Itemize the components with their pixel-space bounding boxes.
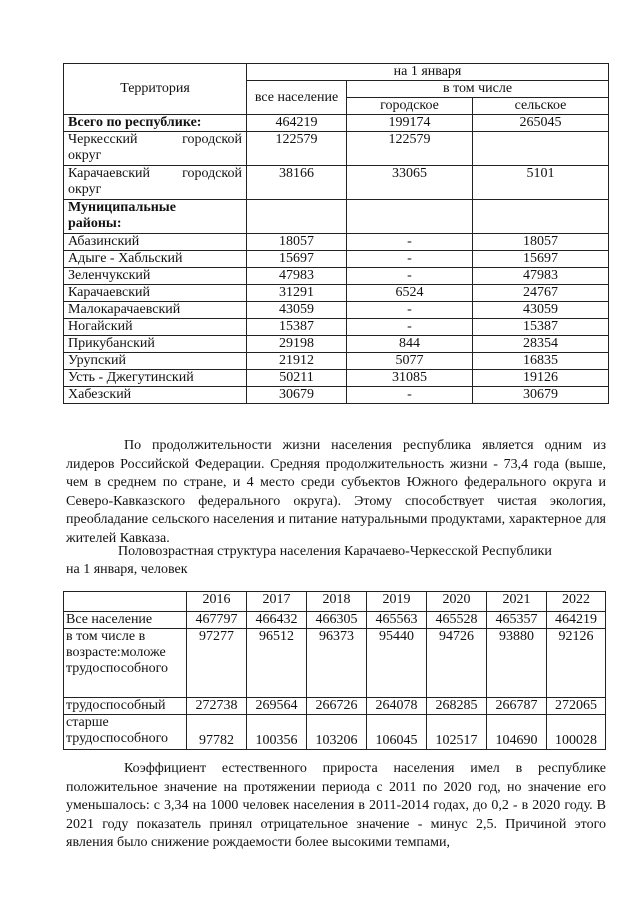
- rural-value: 19126: [473, 370, 609, 387]
- territory-name: Малокарачаевский: [64, 302, 247, 319]
- rural-value: 265045: [473, 115, 609, 132]
- table-row: [64, 698, 606, 715]
- territory-name: Карачаевский: [64, 285, 247, 302]
- table-row: [64, 370, 609, 387]
- cell-value: 268285: [427, 698, 487, 715]
- urban-header: городское: [347, 98, 473, 115]
- cell-value: 266726: [307, 698, 367, 715]
- rural-value: 43059: [473, 302, 609, 319]
- total-value: 464219: [247, 115, 347, 132]
- urban-value: -: [347, 268, 473, 285]
- cell-value: 100028: [547, 715, 606, 750]
- table-caption: [66, 543, 606, 579]
- territory-name: Усть - Джегутинский: [64, 370, 247, 387]
- urban-value: 199174: [347, 115, 473, 132]
- year-header: 2021: [487, 592, 547, 612]
- year-header: 2017: [247, 592, 307, 612]
- cell-value: 269564: [247, 698, 307, 715]
- territory-name: Всего по республике:: [64, 115, 247, 132]
- cell-value: 464219: [547, 612, 606, 629]
- table-row: [64, 319, 609, 336]
- cell-value: 104690: [487, 715, 547, 750]
- date-header: на 1 января: [247, 64, 609, 81]
- total-value: 122579: [247, 132, 347, 166]
- cell-value: 272065: [547, 698, 606, 715]
- territory-name: [64, 132, 247, 166]
- year-header: 2022: [547, 592, 606, 612]
- urban-value: 33065: [347, 166, 473, 200]
- urban-value: 31085: [347, 370, 473, 387]
- table-row: [64, 629, 606, 698]
- total-value: 31291: [247, 285, 347, 302]
- cell-value: 97782: [187, 715, 247, 750]
- year-header: 2018: [307, 592, 367, 612]
- cell-value: 465528: [427, 612, 487, 629]
- territory-name: Абазинский: [64, 234, 247, 251]
- paragraph-body: положительное значение на протяжении периода с 2011 по 2020 год, но значение его уменьшалось: с 3,34 на 1000 человек населения в 2011-2014 годах, до 0,2 - в 2020 году. В 2021 году показатель принял отрицательное значение - минус 2,5. Причиной этого явления было снижение рождаемости более высокими темпами,: [66, 779, 606, 850]
- territory-header: Территория: [64, 64, 247, 115]
- rural-value: 15387: [473, 319, 609, 336]
- year-header-row: [64, 592, 606, 612]
- caption-line1: Половозрастная структура населения Карачаево-Черкесской Республики: [118, 544, 552, 559]
- cell-value: 465357: [487, 612, 547, 629]
- districts-body: [64, 234, 609, 404]
- districts-section-header: [64, 200, 247, 234]
- rural-value: 30679: [473, 387, 609, 404]
- total-value: 15697: [247, 251, 347, 268]
- rural-header: сельское: [473, 98, 609, 115]
- cell-value: 92126: [547, 629, 606, 698]
- year-header: 2020: [427, 592, 487, 612]
- cell-value: 95440: [367, 629, 427, 698]
- table-row: [64, 132, 609, 166]
- total-value: 47983: [247, 268, 347, 285]
- age-structure-body: [64, 592, 606, 750]
- territory-name-line2: округ: [68, 182, 102, 197]
- cell-value: 93880: [487, 629, 547, 698]
- year-header: 2016: [187, 592, 247, 612]
- cell-value: 466305: [307, 612, 367, 629]
- territory-name: [64, 166, 247, 200]
- territory-name: Зеленчукский: [64, 268, 247, 285]
- total-value: 38166: [247, 166, 347, 200]
- urban-value: -: [347, 319, 473, 336]
- table-row: [64, 336, 609, 353]
- total-value: 15387: [247, 319, 347, 336]
- table-row: [64, 715, 606, 750]
- table-row: [64, 612, 606, 629]
- table-row: [64, 285, 609, 302]
- urban-value: -: [347, 251, 473, 268]
- year-header: 2019: [367, 592, 427, 612]
- rural-value: 18057: [473, 234, 609, 251]
- age-structure-table: [63, 591, 606, 750]
- row-label: старше трудоспособного: [64, 715, 187, 750]
- territory-name: Ногайский: [64, 319, 247, 336]
- cell-value: 106045: [367, 715, 427, 750]
- paragraph-first-line: По продолжительности жизни населения республика является одним из: [124, 438, 606, 453]
- table-row: [64, 268, 609, 285]
- total-value: 43059: [247, 302, 347, 319]
- total-value: 21912: [247, 353, 347, 370]
- including-header: в том числе: [347, 81, 609, 98]
- row-label: Все население: [64, 612, 187, 629]
- urban-value: -: [347, 234, 473, 251]
- territory-name: Урупский: [64, 353, 247, 370]
- territory-name-line2: округ: [68, 148, 102, 163]
- rural-value: 28354: [473, 336, 609, 353]
- cell-value: 264078: [367, 698, 427, 715]
- table-row: [64, 387, 609, 404]
- total-value: 30679: [247, 387, 347, 404]
- table-row: [64, 166, 609, 200]
- cell-value: 96512: [247, 629, 307, 698]
- districts-header-line2: районы:: [68, 216, 122, 231]
- population-by-territory-table: [63, 63, 609, 404]
- cell-value: 103206: [307, 715, 367, 750]
- urban-value: -: [347, 387, 473, 404]
- territory-name: Адыге - Хабльский: [64, 251, 247, 268]
- cell-value: 467797: [187, 612, 247, 629]
- cell-value: 100356: [247, 715, 307, 750]
- total-value: 29198: [247, 336, 347, 353]
- total-population-header: все население: [247, 81, 347, 115]
- row-label: в том числе в возрасте:моложе трудоспособного: [64, 629, 187, 698]
- rural-value: 5101: [473, 166, 609, 200]
- cell-value: 466432: [247, 612, 307, 629]
- rural-value: 47983: [473, 268, 609, 285]
- paragraph-body: лидеров Российской Федерации. Средняя продолжительность жизни - 73,4 года (выше, чем в среднем по стране, и 4 место среди субъектов Южного федерального округа и Северо-Кавказского федерального округа). Этому способствует чистая экология, преобладание сельского населения и питание натуральными продуктами, характерное для жителей Кавказа.: [66, 456, 606, 546]
- paragraph-natural-growth: [66, 760, 606, 853]
- rural-value: 24767: [473, 285, 609, 302]
- table-row: [64, 234, 609, 251]
- cell-value: 94726: [427, 629, 487, 698]
- territory-name: Прикубанский: [64, 336, 247, 353]
- row-label: трудоспособный: [64, 698, 187, 715]
- urban-value: 844: [347, 336, 473, 353]
- territory-name-line1: Карачаевский городской: [68, 166, 242, 181]
- cell-value: 102517: [427, 715, 487, 750]
- paragraph-first-line: Коэффициент естественного прироста населения имел в республике: [124, 761, 606, 776]
- territory-name: Хабезский: [64, 387, 247, 404]
- cell-value: 465563: [367, 612, 427, 629]
- caption-line2: на 1 января, человек: [66, 562, 188, 577]
- urban-value: -: [347, 302, 473, 319]
- cell-value: 97277: [187, 629, 247, 698]
- rural-value: 16835: [473, 353, 609, 370]
- table-row: [64, 115, 609, 132]
- table-row: [64, 200, 609, 234]
- table-row: [64, 302, 609, 319]
- table-row: [64, 353, 609, 370]
- total-value: 18057: [247, 234, 347, 251]
- urban-value: 122579: [347, 132, 473, 166]
- total-value: 50211: [247, 370, 347, 387]
- paragraph-life-expectancy: [66, 437, 606, 548]
- cell-value: 272738: [187, 698, 247, 715]
- territory-name-line1: Черкесский городской: [68, 132, 242, 147]
- rural-value: [473, 132, 609, 166]
- corner-cell: [64, 592, 187, 612]
- table-row: [64, 251, 609, 268]
- urban-value: 5077: [347, 353, 473, 370]
- urban-value: 6524: [347, 285, 473, 302]
- cell-value: 266787: [487, 698, 547, 715]
- cell-value: 96373: [307, 629, 367, 698]
- rural-value: 15697: [473, 251, 609, 268]
- districts-header-line1: Муниципальные: [68, 200, 176, 215]
